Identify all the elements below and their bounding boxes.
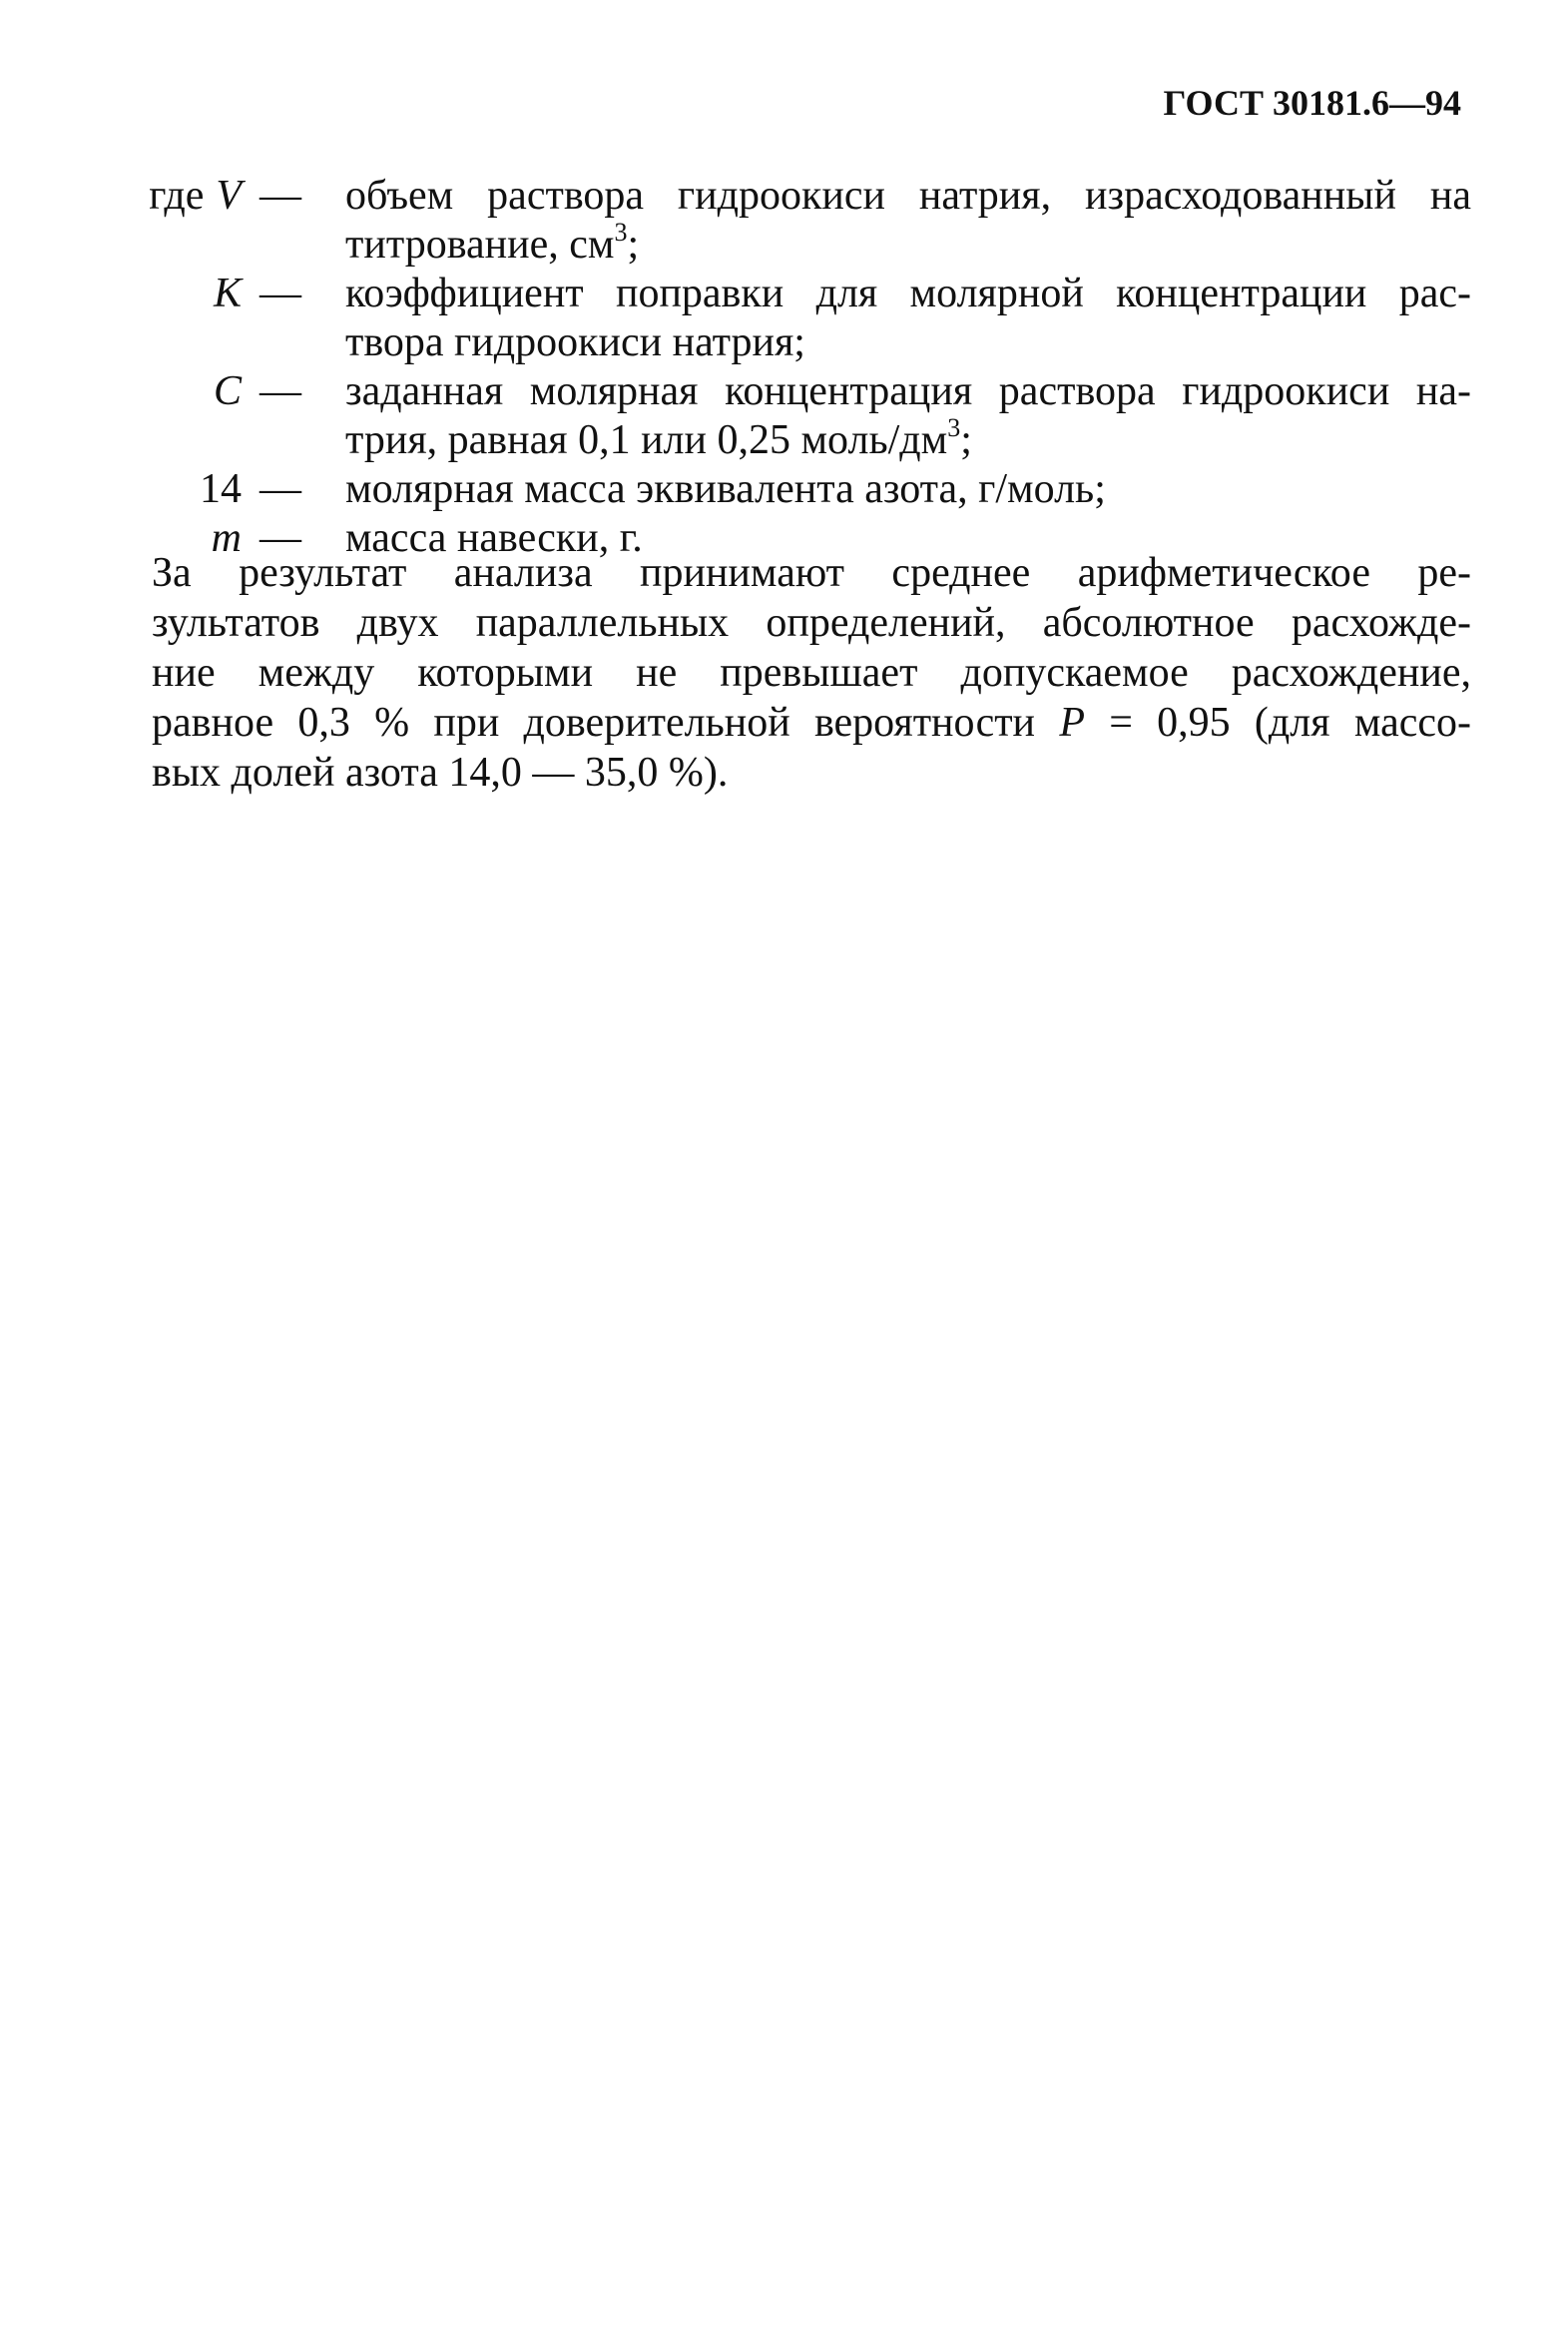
legend-line: коэффициент поправки для молярной концентрации рас- <box>345 271 1471 316</box>
legend-line: твора гидроокиси натрия; <box>345 319 805 365</box>
paragraph-text: равное 0,3 % при доверительной вероятности <box>152 700 1036 746</box>
legend-symbol: K <box>213 271 242 316</box>
paragraph-line <box>152 698 1471 748</box>
formula-legend <box>149 172 1471 563</box>
paragraph-line: За результат анализа принимают среднее арифметическое ре- <box>152 550 1471 596</box>
legend-item-14 <box>152 465 1471 514</box>
legend-line <box>345 218 1471 270</box>
legend-symbol: C <box>213 368 242 414</box>
legend-description <box>345 270 1471 367</box>
legend-symbol: V <box>216 173 242 219</box>
legend-dash: — <box>260 271 301 316</box>
legend-prefix <box>152 270 301 318</box>
legend-dash: — <box>260 466 301 512</box>
legend-item-k <box>152 270 1471 367</box>
paragraph-line: ние между которыми не превышает допускаемое расхождение, <box>152 650 1471 696</box>
legend-line: заданная молярная концентрация раствора гидроокиси на- <box>345 368 1471 414</box>
legend-description <box>345 465 1471 514</box>
result-paragraph <box>152 548 1471 798</box>
legend-line: масса навески, г. <box>345 515 643 561</box>
legend-intro: где <box>149 173 205 219</box>
legend-description <box>345 367 1471 465</box>
legend-line <box>345 413 1471 465</box>
legend-item-c <box>152 367 1471 465</box>
paragraph-line: вых долей азота 14,0 — 35,0 %). <box>152 750 729 796</box>
legend-line: объем раствора гидроокиси натрия, израсходованный на <box>345 173 1471 219</box>
legend-description <box>345 172 1471 270</box>
legend-dash: — <box>260 173 301 219</box>
paragraph-line: зультатов двух параллельных определений, абсолютное расхожде- <box>152 600 1471 646</box>
legend-line-text: титрование, см <box>345 222 615 268</box>
legend-symbol: m <box>211 515 242 561</box>
legend-prefix <box>152 367 301 416</box>
legend-prefix <box>152 465 301 514</box>
legend-line-tail: ; <box>960 417 972 463</box>
paragraph-text: = 0,95 (для массо- <box>1109 700 1472 746</box>
legend-item-v <box>149 172 1471 270</box>
legend-line-tail: ; <box>627 222 640 268</box>
legend-line-text: трия, равная 0,1 или 0,25 моль/дм <box>345 417 948 463</box>
probability-symbol: P <box>1059 700 1085 746</box>
document-header <box>1164 82 1461 124</box>
standard-code: ГОСТ 30181.6—94 <box>1163 83 1461 123</box>
legend-prefix <box>149 172 301 221</box>
superscript: 3 <box>614 218 628 247</box>
legend-line: молярная масса эквивалента азота, г/моль; <box>345 466 1106 512</box>
superscript: 3 <box>947 413 961 442</box>
legend-dash: — <box>260 368 301 414</box>
legend-dash: — <box>260 515 301 561</box>
legend-symbol: 14 <box>200 466 242 512</box>
